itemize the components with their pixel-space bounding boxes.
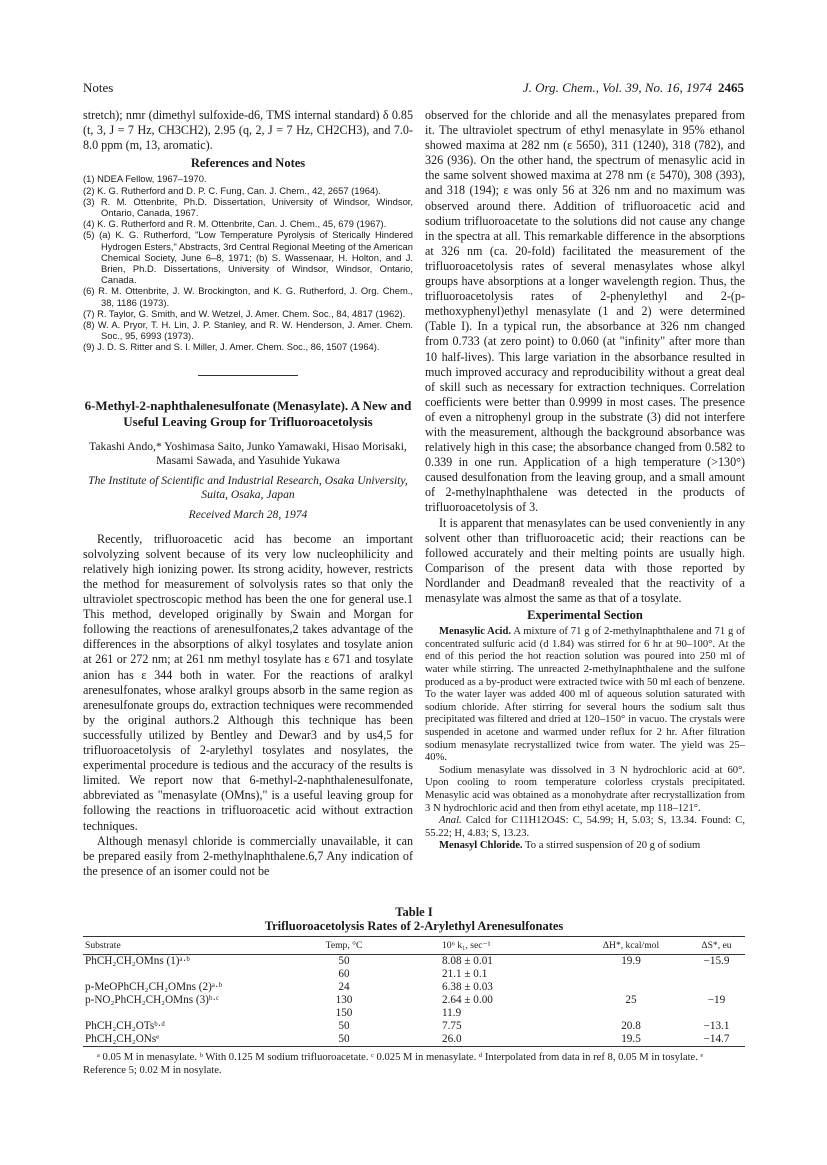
table-label: Table I xyxy=(395,905,433,919)
page-number: 2465 xyxy=(718,80,744,95)
table-row xyxy=(83,994,745,1007)
paragraph-text: A mixture of 71 g of 2-methylnaphthalene and 71 g of concentrated sulfuric acid (d 1.84) was stirred for 6 hr at 90–100°. At the end of this period the hot reaction solution was poured into 250 ml of water while stirring. The unreacted 2-methylnaphthalene and the sulfone produced as a by-product were extracted twice with 50 ml each of benzene. To the water layer was added 400 ml of aqueous solution saturated with sodium chloride. After stirring for several hours the sodium salt thus precipitated was filtered and dried at 120–150° in vacuo. The crystals were suspended in acetone and warmed under reflux for 2 hr. After filtration sodium menasylate recrystallized twice from water. The yield was 25–40%. xyxy=(425,626,745,764)
table-cell xyxy=(83,1007,272,1020)
column-header: ΔS*, eu xyxy=(688,937,745,955)
body-paragraph: Although menasyl chloride is commercially unavailable, it can be prepared easily from 2-methylnaphthalene.6,7 Any indication of the presence of an isomer could not be xyxy=(83,833,413,878)
table-cell: 24 xyxy=(338,981,350,993)
table-cell: p-NO₂PhCH₂CH₂OMns (3)ᵇ·ᶜ xyxy=(85,994,219,1006)
table-cell: 60 xyxy=(338,968,350,980)
table-cell: 19.5 xyxy=(574,1033,688,1047)
body-paragraph: observed for the chloride and all the menasylates prepared from it. The ultraviolet spectrum of ethyl menasylate in 95% ethanol showed maxima at 282 nm (ε 5650), 311 (1240), 318 (782), and 326 (936). On the other hand, the spectrum of menasylic acid in the same solvent showed maxima at 278 nm (ε 5470), 308 (393), and 318 (194); ε was only 56 at 326 nm and no maximum was observed around there. Addition of trifluoroacetic acid and sodium trifluoroacetate to the solutions did not cause any change in the spectra at all. This remarkable difference in the absorptions at 326 nm (ca. 20-fold) facilitated the measurement of the trifluoroacetolysis rates of several menasylates whose alkyl groups have absorptions at a longer wavelength region. Thus, the trifluoroacetolysis rates of 2-phenylethyl and 2-(p-methoxyphenyl)ethyl menasylate (1 and 2) were determined (Table I). In a typical run, the absorbance at 326 nm changed from 0.733 (at zero point) to 0.060 (at "infinity" after more than 10 half-lives). This large variation in the absorbance resulted in much improved accuracy and reproducibility without a great deal of skill such as necessary for extraction techniques. Correlation coefficients were better than 0.9999 in most cases. The presence of even a nitrophenyl group in the substrate (3) did not interfere with the measurement, although the background absorbance was relatively high in this case; the absorbance changed from 0.582 to 0.339 in one run. Application of a high temperature (>130°) caused desulfonation from the leaving group, and a small amount of 2-methylnaphthalene was detected in the products of trifluoroacetolysis of 3. xyxy=(425,108,745,515)
table-cell: 20.8 xyxy=(621,1020,641,1032)
author-list: Takashi Ando,* Yoshimasa Saito, Junko Yamawaki, Hisao Morisaki, Masami Sawada, and Yasuhide Yukawa xyxy=(89,439,407,467)
paragraph-lead: Menasylic Acid. xyxy=(439,626,512,638)
rates-table xyxy=(83,936,745,1047)
affiliation: The Institute of Scientific and Industrial Research, Osaka University, Suita, Osaka, Japan xyxy=(88,473,408,501)
table-footnote: ᵃ 0.05 M in menasylate. ᵇ With 0.125 M sodium trifluoroacetate. ᶜ 0.025 M in menasylate. ᵈ Interpolated from data in ref 8, 0.05 M in tosylate. ᵉ Reference 5; 0.02 M in nosylate. xyxy=(83,1052,704,1076)
table-cell: 2.64 ± 0.00 xyxy=(442,994,493,1006)
experimental-paragraph xyxy=(425,626,745,765)
table-cell xyxy=(574,981,688,994)
intro-paragraph: stretch); nmr (dimethyl sulfoxide-d6, TMS internal standard) δ 0.85 (t, 3, J = 7 Hz, CH3CH2), 2.95 (q, 2, J = 7 Hz, CH2CH3), and 7.0-8.0 ppm (m, 13, aromatic). xyxy=(83,108,413,153)
table-cell: 6.38 ± 0.03 xyxy=(442,981,493,993)
table-row xyxy=(83,981,745,994)
table-cell: 50 xyxy=(338,955,350,967)
right-column xyxy=(425,108,745,853)
experimental-heading: Experimental Section xyxy=(527,608,643,623)
table-cell xyxy=(574,1007,688,1020)
reference-item: (6) R. M. Ottenbrite, J. W. Brockington, and K. G. Rutherford, J. Org. Chem., 38, 1186 (1973). xyxy=(83,285,413,308)
table-cell: 50 xyxy=(338,1020,350,1032)
reference-item: (5) (a) K. G. Rutherford, "Low Temperature Pyrolysis of Sterically Hindered Hydrogen Esters," Abstracts, 3rd Central Regional Meeting of the American Chemical Society, June 6–8, 1971; (b) S. Wassenaar, H. Holton, and J. Brien, Ph.D. Dissertations, University of Windsor, Windsor, Ontario, Canada. xyxy=(83,229,413,286)
reference-item: (4) K. G. Rutherford and R. M. Ottenbrite, Can. J. Chem., 45, 679 (1967). xyxy=(83,218,387,230)
table-cell: 150 xyxy=(335,1007,353,1019)
table-cell: −14.7 xyxy=(688,1033,745,1047)
reference-item: (9) J. D. S. Ritter and S. I. Miller, J. Amer. Chem. Soc., 86, 1507 (1964). xyxy=(83,341,380,353)
paragraph-lead: Anal. xyxy=(439,815,462,827)
table-cell xyxy=(688,981,745,994)
table-cell: −13.1 xyxy=(703,1020,730,1032)
table-row xyxy=(83,1007,745,1020)
paragraph-lead: Menasyl Chloride. xyxy=(439,840,523,852)
table-cell: 50 xyxy=(272,1033,416,1047)
table-cell: 25 xyxy=(625,994,637,1006)
left-column xyxy=(83,108,413,879)
table-cell: 19.9 xyxy=(621,955,641,967)
journal-citation: J. Org. Chem., Vol. 39, No. 16, 1974 xyxy=(522,80,712,95)
column-header: Substrate xyxy=(83,937,272,955)
experimental-paragraph: Sodium menasylate was dissolved in 3 N hydrochloric acid at 60°. Upon cooling to room temperature colorless crystals precipitated. Menasylic acid was obtained as a monohydrate after recrystallization from 3 N hydrochloric acid and then from ethyl acetate, mp 118–121°. xyxy=(425,764,745,814)
reference-item: (8) W. A. Pryor, T. H. Lin, J. P. Stanley, and R. W. Henderson, J. Amer. Chem. Soc., 95, 6993 (1973). xyxy=(83,319,413,342)
body-paragraph: Recently, trifluoroacetic acid has become an important solvolyzing solvent because of its very low nucleophilicity and relatively high ionizing power. Its strong acidity, however, restricts the method for measurement of solvolysis rates so that only the ultraviolet spectroscopic method has been the one for general use.1 This method, developed originally by Swain and Morgan for following the reactions of arenesulfonates,2 takes advantage of the differences in the absorptions of alkyl tosylates and tosylate anion at 261 or 272 nm; at 261 nm methyl tosylate has ε 671 and tosylate anion has ε 344 both in water. For the reactions of aralkyl arenesulfonates, whose aralkyl groups absorb in the same region as arenesulfonate groups do, extraction techniques were recommended by the original authors.2 Although this technique has been successfully utilized by Bentley and Dewar3 and by us4,5 for trifluoroacetolysis of 2-arylethyl tosylates and nosylates, the experimental procedure is tedious and the accuracy of the results is limited. We report now that 6-methyl-2-naphthalenesulfonate, abbreviated as "menasylate (OMns)," is a useful leaving group for following the reactions in trifluoroacetic acid without extraction techniques. xyxy=(83,531,413,833)
running-head-journal xyxy=(523,80,744,96)
reference-item: (2) K. G. Rutherford and D. P. C. Fung, Can. J. Chem., 42, 2657 (1964). xyxy=(83,184,381,196)
table-cell xyxy=(83,968,272,981)
table-cell: 26.0 xyxy=(416,1033,574,1047)
reference-item: (7) R. Taylor, G. Smith, and W. Wetzel, J. Amer. Chem. Soc., 84, 4817 (1962). xyxy=(83,307,406,319)
references-heading: References and Notes xyxy=(190,156,306,171)
table-row xyxy=(83,968,745,981)
table-row xyxy=(83,1033,745,1047)
paragraph-text: To a stirred suspension of 20 g of sodium xyxy=(525,840,701,852)
table-title: Trifluoroacetolysis Rates of 2-Arylethyl Arenesulfonates xyxy=(264,919,564,933)
references-list xyxy=(83,173,413,352)
experimental-paragraph xyxy=(425,815,745,840)
table-row xyxy=(83,955,745,969)
table-1 xyxy=(83,905,745,1077)
table-row xyxy=(83,1020,745,1033)
paragraph-text: Calcd for C11H12O4S: C, 54.99; H, 5.03; S, 13.34. Found: C, 55.22; H, 4.83; S, 13.23. xyxy=(425,815,745,839)
column-header: 10⁶ k₁, sec⁻¹ xyxy=(416,937,574,955)
column-header: ΔH*, kcal/mol xyxy=(574,937,688,955)
table-cell: 8.08 ± 0.01 xyxy=(442,955,493,967)
article-title: 6-Methyl-2-naphthalenesulfonate (Menasylate). A New and Useful Leaving Group for Trifluoroacetolysis xyxy=(84,397,412,429)
table-cell: −19 xyxy=(707,994,726,1006)
experimental-paragraph xyxy=(425,840,745,853)
table-cell xyxy=(688,968,745,981)
column-header: Temp, °C xyxy=(272,937,416,955)
table-cell: PhCH₂CH₂OTsᵇ·ᵈ xyxy=(85,1020,165,1032)
table-cell: 11.9 xyxy=(442,1007,462,1019)
table-cell: PhCH₂CH₂ONsᵉ xyxy=(83,1033,272,1047)
section-divider xyxy=(198,375,298,376)
received-date: Received March 28, 1974 xyxy=(188,507,308,521)
table-cell: p-MeOPhCH₂CH₂OMns (2)ᵃ·ᵇ xyxy=(85,981,223,993)
running-head-section: Notes xyxy=(83,80,114,95)
table-cell: −15.9 xyxy=(703,955,730,967)
table-cell: 7.75 xyxy=(442,1020,462,1032)
table-cell: PhCH₂CH₂OMns (1)ᵃ·ᵇ xyxy=(85,955,190,967)
reference-item: (1) NDEA Fellow, 1967–1970. xyxy=(83,173,207,185)
table-header-row xyxy=(83,937,745,955)
table-cell: 21.1 ± 0.1 xyxy=(442,968,488,980)
table-cell: 130 xyxy=(335,994,353,1006)
body-paragraph: It is apparent that menasylates can be used conveniently in any solvent other than trifluoroacetic acid; their reactions can be followed accurately and their melting points are usually high. Comparison of the present data with those reported by Nordlander and Deadman8 revealed that the reactivity of a menasylate was almost the same as that of a tosylate. xyxy=(425,515,745,605)
table-cell xyxy=(688,1007,745,1020)
table-cell xyxy=(574,968,688,981)
reference-item: (3) R. M. Ottenbrite, Ph.D. Dissertation, University of Windsor, Windsor, Ontario, Canada, 1967. xyxy=(83,195,413,218)
